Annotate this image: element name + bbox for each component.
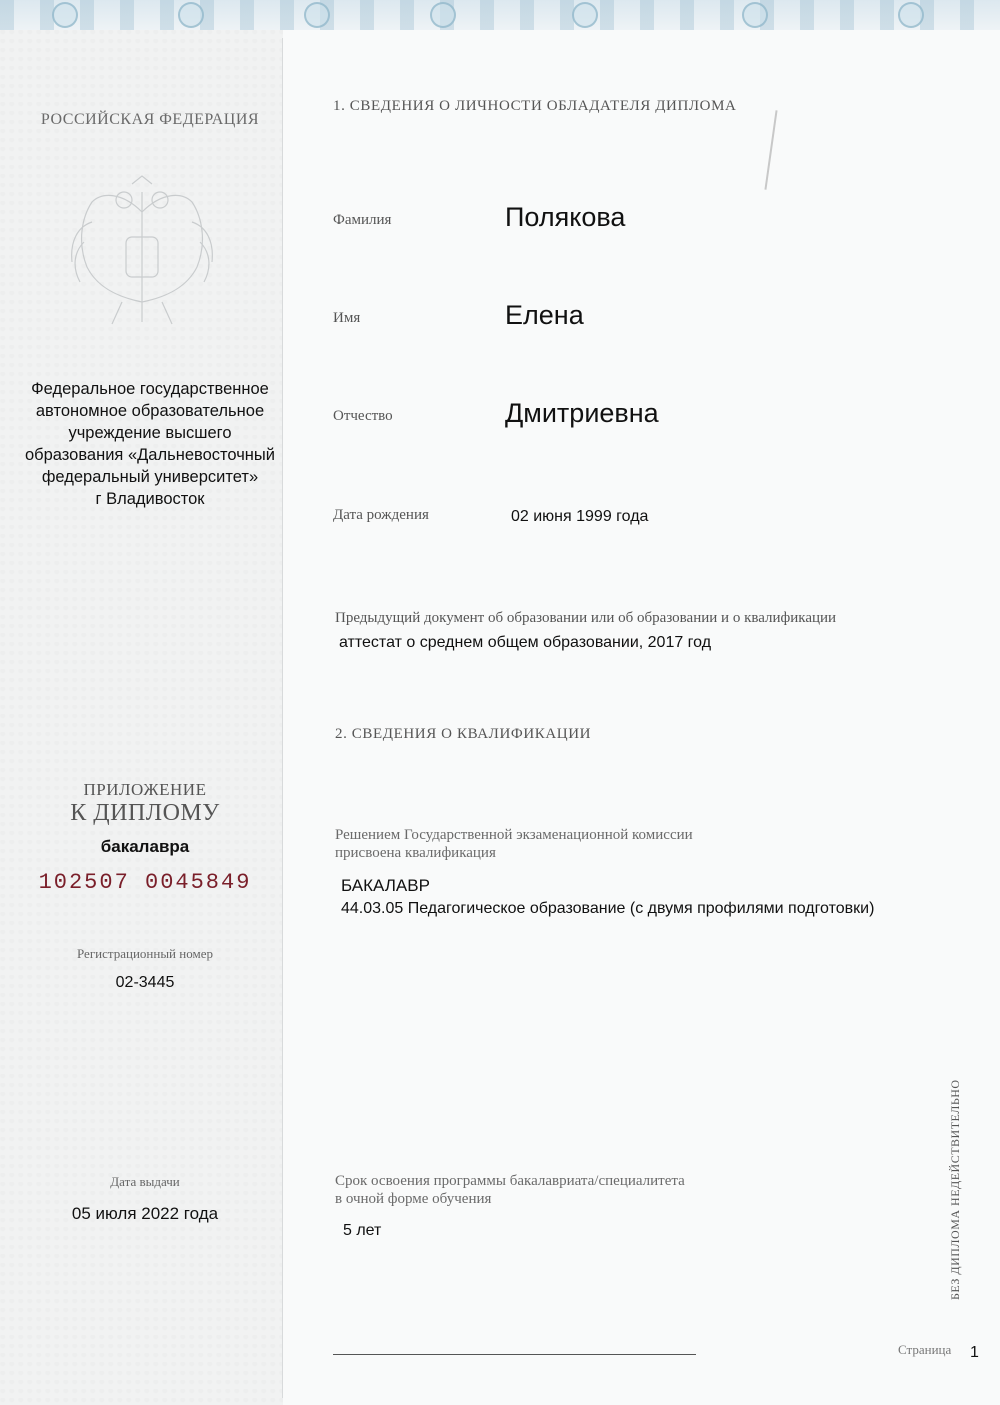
reg-number: 02-3445 (115, 974, 175, 991)
serial-number: 102507 0045849 (38, 870, 252, 895)
ornament-icon (898, 2, 924, 28)
duration-value: 5 лет (343, 1222, 382, 1239)
page-number: 1 (970, 1344, 979, 1361)
country-title: РОССИЙСКАЯ ФЕДЕРАЦИЯ (40, 111, 260, 128)
surname-label: Фамилия (333, 212, 392, 228)
duration-label (335, 1172, 855, 1208)
page-label: Страница (898, 1342, 952, 1357)
section1-title: 1. СВЕДЕНИЯ О ЛИЧНОСТИ ОБЛАДАТЕЛЯ ДИПЛОМА (333, 98, 737, 114)
decision-label-line: присвоена квалификация (335, 845, 496, 861)
university-line: федеральный университет» (41, 468, 259, 486)
section2-title: 2. СВЕДЕНИЯ О КВАЛИФИКАЦИИ (335, 726, 592, 742)
qualification-value: БАКАЛАВР (341, 876, 430, 895)
invalid-without-diploma-note: БЕЗ ДИПЛОМА НЕДЕЙСТВИТЕЛЬНО (948, 1079, 962, 1300)
appendix-title: ПРИЛОЖЕНИЕ (83, 780, 207, 799)
birth-date-value: 02 июня 1999 года (511, 508, 649, 525)
diploma-title: К ДИПЛОМУ (70, 800, 220, 826)
specialty-value: 44.03.05 Педагогическое образование (с двумя профилями подготовки) (341, 900, 875, 917)
coat-of-arms-icon (62, 172, 222, 332)
panel-divider (282, 38, 283, 1398)
prev-doc-value: аттестат о среднем общем образовании, 2017 год (339, 634, 712, 651)
ornament-icon (304, 2, 330, 28)
name-value: Елена (505, 300, 584, 330)
duration-label-line: Срок освоения программы бакалавриата/специалитета (335, 1173, 685, 1189)
university-line: учреждение высшего (68, 424, 232, 442)
patronymic-label: Отчество (333, 408, 393, 424)
name-label: Имя (333, 310, 361, 326)
ornament-icon (52, 2, 78, 28)
degree-level: бакалавра (100, 837, 190, 856)
decision-label (335, 826, 855, 862)
university-name (15, 378, 285, 510)
university-line: Федеральное государственное (31, 380, 269, 398)
university-city: г Владивосток (95, 490, 205, 508)
surname-value: Полякова (505, 202, 626, 232)
duration-label-line: в очной форме обучения (335, 1191, 492, 1207)
issue-date-label: Дата выдачи (110, 1174, 180, 1189)
reg-number-label: Регистрационный номер (77, 946, 213, 961)
ornament-icon (572, 2, 598, 28)
footer-rule (333, 1354, 696, 1355)
decision-label-line: Решением Государственной экзаменационной комиссии (335, 827, 693, 843)
university-line: образования «Дальневосточный (25, 446, 275, 464)
ornament-icon (742, 2, 768, 28)
ornament-icon (430, 2, 456, 28)
prev-doc-label: Предыдущий документ об образовании или об образовании и о квалификации (335, 610, 837, 626)
university-line: автономное образовательное (35, 402, 265, 420)
birth-date-label: Дата рождения (333, 507, 429, 523)
decorative-top-border (0, 0, 1000, 30)
patronymic-value: Дмитриевна (505, 398, 659, 428)
issue-date: 05 июля 2022 года (71, 1204, 219, 1223)
ornament-icon (178, 2, 204, 28)
